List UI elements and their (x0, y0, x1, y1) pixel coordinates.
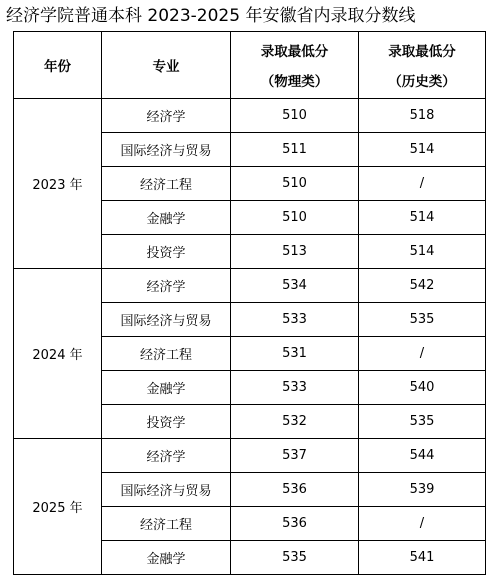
physics-score-cell: 513 (231, 235, 359, 269)
header-history-line1: 录取最低分 (388, 44, 456, 60)
header-physics-line2: （物理类） (260, 74, 329, 90)
major-cell: 国际经济与贸易 (102, 303, 231, 337)
header-history (359, 32, 486, 99)
major-cell: 投资学 (102, 405, 231, 439)
header-physics (231, 32, 359, 99)
physics-score-cell: 535 (231, 541, 359, 575)
major-cell: 金融学 (102, 371, 231, 405)
year-cell: 2023 年 (14, 99, 102, 269)
major-cell: 经济学 (102, 439, 231, 473)
history-score-cell: 535 (359, 303, 486, 337)
physics-score-cell: 534 (231, 269, 359, 303)
header-history-line2: （历史类） (388, 74, 456, 90)
history-score-cell: 514 (359, 201, 486, 235)
admission-score-table (13, 31, 486, 575)
history-score-cell: 542 (359, 269, 486, 303)
history-score-cell: 514 (359, 235, 486, 269)
physics-score-cell: 532 (231, 405, 359, 439)
physics-score-cell: 533 (231, 371, 359, 405)
physics-score-cell: 536 (231, 507, 359, 541)
table-row (14, 269, 486, 303)
physics-score-cell: 533 (231, 303, 359, 337)
year-cell: 2024 年 (14, 269, 102, 439)
major-cell: 经济工程 (102, 167, 231, 201)
major-cell: 金融学 (102, 201, 231, 235)
table-row (14, 99, 486, 133)
history-score-cell: 514 (359, 133, 486, 167)
history-score-cell: 541 (359, 541, 486, 575)
history-score-cell: 540 (359, 371, 486, 405)
year-cell: 2025 年 (14, 439, 102, 575)
physics-score-cell: 536 (231, 473, 359, 507)
history-score-cell: 535 (359, 405, 486, 439)
physics-score-cell: 510 (231, 167, 359, 201)
major-cell: 投资学 (102, 235, 231, 269)
major-cell: 经济工程 (102, 507, 231, 541)
major-cell: 经济学 (102, 99, 231, 133)
history-score-cell: 544 (359, 439, 486, 473)
history-score-cell: 518 (359, 99, 486, 133)
table-row (14, 439, 486, 473)
physics-score-cell: 510 (231, 201, 359, 235)
header-physics-line1: 录取最低分 (260, 44, 329, 60)
major-cell: 国际经济与贸易 (102, 473, 231, 507)
history-score-cell: 539 (359, 473, 486, 507)
major-cell: 经济学 (102, 269, 231, 303)
major-cell: 国际经济与贸易 (102, 133, 231, 167)
major-cell: 经济工程 (102, 337, 231, 371)
header-major: 专业 (102, 32, 231, 99)
physics-score-cell: 511 (231, 133, 359, 167)
history-score-cell: / (359, 167, 486, 201)
history-score-cell: / (359, 507, 486, 541)
major-cell: 金融学 (102, 541, 231, 575)
physics-score-cell: 531 (231, 337, 359, 371)
page-title: 经济学院普通本科 2023-2025 年安徽省内录取分数线 (6, 6, 416, 26)
table-header-row (14, 32, 486, 99)
physics-score-cell: 537 (231, 439, 359, 473)
history-score-cell: / (359, 337, 486, 371)
physics-score-cell: 510 (231, 99, 359, 133)
header-year: 年份 (14, 32, 102, 99)
